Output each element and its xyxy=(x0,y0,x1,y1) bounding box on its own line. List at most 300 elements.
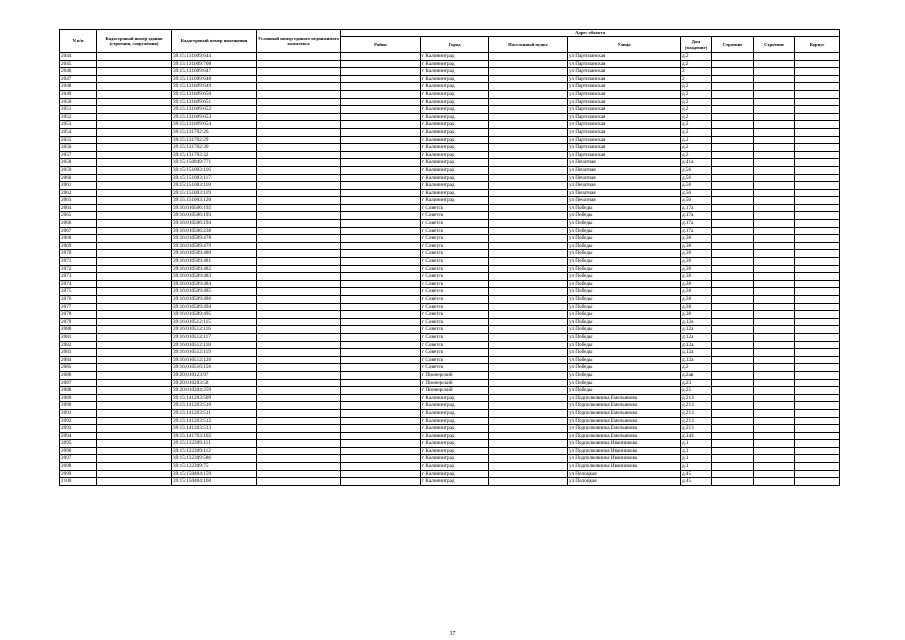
cell-house: д.17а xyxy=(681,220,712,228)
cell-block xyxy=(712,371,754,379)
cell-district xyxy=(341,303,421,311)
cell-street: ул Партизанская xyxy=(568,90,681,98)
cell-corpus xyxy=(795,273,840,281)
cell-complex-number xyxy=(257,326,341,334)
cell-house: д.2 xyxy=(681,128,712,136)
cell-structure xyxy=(754,364,795,372)
cell-settlement xyxy=(489,341,568,349)
cell-complex-number xyxy=(257,242,341,250)
table-row xyxy=(60,83,840,91)
cell-settlement xyxy=(489,250,568,258)
cell-street: ул Печатная xyxy=(568,182,681,190)
cell-structure xyxy=(754,98,795,106)
table-row xyxy=(60,197,840,205)
cell-complex-number xyxy=(257,463,341,471)
cell-street: ул Победы xyxy=(568,364,681,372)
cell-complex-number xyxy=(257,417,341,425)
cell-building-cadastral xyxy=(97,387,172,395)
cell-structure xyxy=(754,136,795,144)
registry-table xyxy=(59,29,840,486)
table-row xyxy=(60,432,840,440)
cell-structure xyxy=(754,242,795,250)
cell-room-cadastral: 39:15:131609:654 xyxy=(172,121,257,129)
cell-settlement xyxy=(489,288,568,296)
cell-block xyxy=(712,470,754,478)
cell-row-number: 2068 xyxy=(60,235,97,243)
cell-settlement xyxy=(489,212,568,220)
cell-structure xyxy=(754,75,795,83)
cell-structure xyxy=(754,166,795,174)
cell-structure xyxy=(754,106,795,114)
table-row xyxy=(60,53,840,61)
cell-settlement xyxy=(489,174,568,182)
table-row xyxy=(60,280,840,288)
cell-complex-number xyxy=(257,90,341,98)
cell-complex-number xyxy=(257,402,341,410)
cell-settlement xyxy=(489,60,568,68)
cell-row-number: 2071 xyxy=(60,258,97,266)
cell-room-cadastral: 39:15:150404:159 xyxy=(172,470,257,478)
cell-building-cadastral xyxy=(97,106,172,114)
cell-complex-number xyxy=(257,75,341,83)
cell-block xyxy=(712,204,754,212)
cell-corpus xyxy=(795,182,840,190)
cell-district xyxy=(341,189,421,197)
table-row xyxy=(60,318,840,326)
cell-complex-number xyxy=(257,197,341,205)
cell-row-number: 2067 xyxy=(60,227,97,235)
cell-house: д.38 xyxy=(681,273,712,281)
cell-district xyxy=(341,204,421,212)
cell-house: д.56 xyxy=(681,174,712,182)
cell-room-cadastral: 39:15:132309:75 xyxy=(172,463,257,471)
cell-corpus xyxy=(795,364,840,372)
cell-building-cadastral xyxy=(97,151,172,159)
table-row xyxy=(60,121,840,129)
cell-settlement xyxy=(489,402,568,410)
cell-corpus xyxy=(795,447,840,455)
cell-corpus xyxy=(795,113,840,121)
cell-house: д.12а xyxy=(681,341,712,349)
cell-city: г Советск xyxy=(421,303,489,311)
cell-street: ул Партизанская xyxy=(568,68,681,76)
cell-building-cadastral xyxy=(97,258,172,266)
cell-street: ул Победы xyxy=(568,356,681,364)
cell-complex-number xyxy=(257,364,341,372)
cell-house: д.2 xyxy=(681,121,712,129)
cell-house: д.38 xyxy=(681,296,712,304)
cell-row-number: 2060 xyxy=(60,174,97,182)
cell-block xyxy=(712,250,754,258)
cell-row-number: 2048 xyxy=(60,83,97,91)
table-row xyxy=(60,394,840,402)
cell-row-number: 2085 xyxy=(60,364,97,372)
cell-building-cadastral xyxy=(97,250,172,258)
cell-building-cadastral xyxy=(97,371,172,379)
cell-city: г Калининград xyxy=(421,113,489,121)
cell-block xyxy=(712,417,754,425)
cell-structure xyxy=(754,371,795,379)
cell-house: д.1 xyxy=(681,447,712,455)
table-row xyxy=(60,409,840,417)
cell-house: д.45 xyxy=(681,470,712,478)
cell-house: д.2 xyxy=(681,113,712,121)
cell-building-cadastral xyxy=(97,303,172,311)
cell-house: д.2 xyxy=(681,144,712,152)
cell-city: г Калининград xyxy=(421,68,489,76)
table-row xyxy=(60,296,840,304)
cell-corpus xyxy=(795,478,840,486)
cell-settlement xyxy=(489,235,568,243)
cell-room-cadastral: 39:16:010506:192 xyxy=(172,204,257,212)
cell-building-cadastral xyxy=(97,333,172,341)
table-row xyxy=(60,311,840,319)
cell-row-number: 2047 xyxy=(60,75,97,83)
cell-corpus xyxy=(795,197,840,205)
cell-structure xyxy=(754,128,795,136)
cell-structure xyxy=(754,425,795,433)
cell-row-number: 2044 xyxy=(60,53,97,61)
cell-building-cadastral xyxy=(97,98,172,106)
cell-district xyxy=(341,197,421,205)
cell-city: г Калининград xyxy=(421,197,489,205)
cell-corpus xyxy=(795,235,840,243)
cell-building-cadastral xyxy=(97,447,172,455)
cell-house: д.56 xyxy=(681,182,712,190)
cell-corpus xyxy=(795,106,840,114)
cell-row-number: 2074 xyxy=(60,280,97,288)
cell-building-cadastral xyxy=(97,227,172,235)
cell-district xyxy=(341,250,421,258)
cell-structure xyxy=(754,273,795,281)
table-row xyxy=(60,212,840,220)
cell-house: д.144 xyxy=(681,432,712,440)
cell-house: д.23 xyxy=(681,379,712,387)
cell-house: д.213 xyxy=(681,409,712,417)
cell-city: г Калининград xyxy=(421,189,489,197)
cell-building-cadastral xyxy=(97,318,172,326)
cell-block xyxy=(712,220,754,228)
col-street-header: Улица xyxy=(568,37,681,53)
cell-building-cadastral xyxy=(97,296,172,304)
cell-building-cadastral xyxy=(97,83,172,91)
cell-row-number: 2056 xyxy=(60,144,97,152)
cell-city: г Калининград xyxy=(421,447,489,455)
cell-row-number: 2082 xyxy=(60,341,97,349)
cell-house: д.2 xyxy=(681,98,712,106)
cell-block xyxy=(712,394,754,402)
cell-city: г Советск xyxy=(421,288,489,296)
cell-house: д.2ав xyxy=(681,371,712,379)
cell-structure xyxy=(754,470,795,478)
cell-settlement xyxy=(489,478,568,486)
cell-street: ул Подполковника Иванникова xyxy=(568,455,681,463)
cell-street: ул Партизанская xyxy=(568,53,681,61)
cell-building-cadastral xyxy=(97,470,172,478)
cell-street: ул Подполковника Емельянова xyxy=(568,432,681,440)
cell-district xyxy=(341,220,421,228)
cell-room-cadastral: 39:15:141203:509 xyxy=(172,394,257,402)
table-row xyxy=(60,463,840,471)
cell-structure xyxy=(754,455,795,463)
cell-building-cadastral xyxy=(97,136,172,144)
cell-settlement xyxy=(489,280,568,288)
cell-building-cadastral xyxy=(97,166,172,174)
cell-building-cadastral xyxy=(97,204,172,212)
cell-settlement xyxy=(489,166,568,174)
cell-block xyxy=(712,379,754,387)
cell-room-cadastral: 39:15:131702:30 xyxy=(172,144,257,152)
cell-house: д.1 xyxy=(681,455,712,463)
cell-row-number: 2091 xyxy=(60,409,97,417)
cell-row-number: 2045 xyxy=(60,60,97,68)
cell-city: г Калининград xyxy=(421,90,489,98)
cell-street: ул Победы xyxy=(568,349,681,357)
cell-block xyxy=(712,151,754,159)
cell-house: д.1 xyxy=(681,440,712,448)
cell-street: ул Победы xyxy=(568,250,681,258)
cell-district xyxy=(341,364,421,372)
cell-corpus xyxy=(795,280,840,288)
cell-house: д.38 xyxy=(681,258,712,266)
cell-house: д.12а xyxy=(681,349,712,357)
cell-block xyxy=(712,463,754,471)
cell-block xyxy=(712,242,754,250)
cell-room-cadastral: 39:16:010509:485 xyxy=(172,288,257,296)
cell-settlement xyxy=(489,470,568,478)
cell-district xyxy=(341,455,421,463)
cell-structure xyxy=(754,227,795,235)
cell-city: г Калининград xyxy=(421,417,489,425)
cell-house: д.38 xyxy=(681,280,712,288)
cell-structure xyxy=(754,318,795,326)
cell-street: ул Победы xyxy=(568,387,681,395)
cell-house: д.56 xyxy=(681,166,712,174)
cell-district xyxy=(341,387,421,395)
cell-complex-number xyxy=(257,371,341,379)
col-settlement-header: Населенный пункт xyxy=(489,37,568,53)
cell-corpus xyxy=(795,121,840,129)
cell-block xyxy=(712,432,754,440)
cell-room-cadastral: 39:15:131609:648 xyxy=(172,75,257,83)
cell-settlement xyxy=(489,182,568,190)
cell-room-cadastral: 39:16:010509:483 xyxy=(172,273,257,281)
cell-city: г Калининград xyxy=(421,182,489,190)
table-row xyxy=(60,159,840,167)
table-row xyxy=(60,182,840,190)
cell-block xyxy=(712,174,754,182)
cell-house: д.25 xyxy=(681,387,712,395)
cell-row-number: 2069 xyxy=(60,242,97,250)
cell-building-cadastral xyxy=(97,159,172,167)
cell-building-cadastral xyxy=(97,235,172,243)
cell-structure xyxy=(754,280,795,288)
cell-corpus xyxy=(795,53,840,61)
cell-corpus xyxy=(795,98,840,106)
cell-street: ул Подполковника Емельянова xyxy=(568,402,681,410)
cell-street: ул Партизанская xyxy=(568,75,681,83)
cell-district xyxy=(341,409,421,417)
cell-row-number: 2076 xyxy=(60,296,97,304)
cell-room-cadastral: 39:20:010204:259 xyxy=(172,387,257,395)
cell-corpus xyxy=(795,83,840,91)
col-house-header: Дом (владение) xyxy=(681,37,712,53)
table-row xyxy=(60,204,840,212)
table-row xyxy=(60,242,840,250)
cell-settlement xyxy=(489,455,568,463)
cell-building-cadastral xyxy=(97,326,172,334)
cell-complex-number xyxy=(257,189,341,197)
cell-complex-number xyxy=(257,83,341,91)
cell-row-number: 2096 xyxy=(60,447,97,455)
cell-block xyxy=(712,387,754,395)
cell-complex-number xyxy=(257,409,341,417)
cell-block xyxy=(712,258,754,266)
cell-street: ул Партизанская xyxy=(568,106,681,114)
cell-street: ул Подполковника Емельянова xyxy=(568,417,681,425)
cell-city: г Калининград xyxy=(421,166,489,174)
cell-district xyxy=(341,83,421,91)
cell-corpus xyxy=(795,470,840,478)
cell-room-cadastral: 39:15:132309:586 xyxy=(172,455,257,463)
cell-room-cadastral: 39:15:132309:111 xyxy=(172,440,257,448)
cell-complex-number xyxy=(257,68,341,76)
cell-structure xyxy=(754,478,795,486)
cell-street: ул Победы xyxy=(568,280,681,288)
cell-complex-number xyxy=(257,98,341,106)
cell-settlement xyxy=(489,463,568,471)
cell-settlement xyxy=(489,98,568,106)
cell-city: г Калининград xyxy=(421,159,489,167)
cell-room-cadastral: 39:15:151003:119 xyxy=(172,189,257,197)
cell-room-cadastral: 39:15:131609:650 xyxy=(172,90,257,98)
cell-room-cadastral: 39:15:131609:644 xyxy=(172,53,257,61)
cell-city: г Калининград xyxy=(421,98,489,106)
cell-city: г Советск xyxy=(421,318,489,326)
cell-structure xyxy=(754,250,795,258)
cell-building-cadastral xyxy=(97,402,172,410)
cell-building-cadastral xyxy=(97,394,172,402)
cell-street: ул Подполковника Емельянова xyxy=(568,409,681,417)
cell-corpus xyxy=(795,425,840,433)
cell-block xyxy=(712,364,754,372)
cell-district xyxy=(341,174,421,182)
cell-building-cadastral xyxy=(97,90,172,98)
cell-room-cadastral: 39:15:131702:26 xyxy=(172,128,257,136)
table-row xyxy=(60,273,840,281)
cell-building-cadastral xyxy=(97,455,172,463)
table-row xyxy=(60,220,840,228)
cell-building-cadastral xyxy=(97,144,172,152)
cell-block xyxy=(712,159,754,167)
cell-block xyxy=(712,144,754,152)
cell-city: г Советск xyxy=(421,212,489,220)
cell-city: г Советск xyxy=(421,326,489,334)
cell-settlement xyxy=(489,151,568,159)
cell-settlement xyxy=(489,106,568,114)
cell-complex-number xyxy=(257,273,341,281)
cell-structure xyxy=(754,341,795,349)
table-row xyxy=(60,258,840,266)
cell-row-number: 2064 xyxy=(60,204,97,212)
cell-house: д.17а xyxy=(681,204,712,212)
cell-row-number: 2066 xyxy=(60,220,97,228)
table-row xyxy=(60,470,840,478)
cell-city: г Калининград xyxy=(421,409,489,417)
cell-corpus xyxy=(795,394,840,402)
cell-structure xyxy=(754,379,795,387)
cell-house: д.213 xyxy=(681,402,712,410)
cell-row-number: 2059 xyxy=(60,166,97,174)
table-row xyxy=(60,455,840,463)
cell-block xyxy=(712,333,754,341)
cell-street: ул Победы xyxy=(568,326,681,334)
cell-corpus xyxy=(795,409,840,417)
cell-district xyxy=(341,470,421,478)
cell-house: д.2 xyxy=(681,151,712,159)
cell-house: д.56 xyxy=(681,189,712,197)
cell-row-number: 2061 xyxy=(60,182,97,190)
cell-district xyxy=(341,463,421,471)
cell-complex-number xyxy=(257,53,341,61)
cell-structure xyxy=(754,409,795,417)
cell-corpus xyxy=(795,60,840,68)
cell-complex-number xyxy=(257,151,341,159)
cell-corpus xyxy=(795,242,840,250)
cell-room-cadastral: 39:20:010123:97 xyxy=(172,371,257,379)
cell-city: г Калининград xyxy=(421,75,489,83)
cell-building-cadastral xyxy=(97,174,172,182)
cell-settlement xyxy=(489,409,568,417)
cell-structure xyxy=(754,356,795,364)
cell-room-cadastral: 39:16:010509:481 xyxy=(172,258,257,266)
table-row xyxy=(60,90,840,98)
cell-house: д.213 xyxy=(681,417,712,425)
cell-district xyxy=(341,98,421,106)
cell-row-number: 2089 xyxy=(60,394,97,402)
cell-street: ул Партизанская xyxy=(568,113,681,121)
table-row xyxy=(60,227,840,235)
cell-block xyxy=(712,60,754,68)
cell-room-cadastral: 39:16:010512:117 xyxy=(172,333,257,341)
cell-house: д.41а xyxy=(681,159,712,167)
cell-structure xyxy=(754,174,795,182)
cell-corpus xyxy=(795,227,840,235)
cell-street: ул Победы xyxy=(568,318,681,326)
cell-corpus xyxy=(795,333,840,341)
cell-street: ул Победы xyxy=(568,341,681,349)
cell-district xyxy=(341,75,421,83)
cell-room-cadastral: 39:15:131609:651 xyxy=(172,98,257,106)
cell-complex-number xyxy=(257,349,341,357)
cell-district xyxy=(341,356,421,364)
table-row xyxy=(60,235,840,243)
cell-settlement xyxy=(489,273,568,281)
cell-house: д.56 xyxy=(681,197,712,205)
cell-street: ул Подполковника Иванникова xyxy=(568,440,681,448)
cell-block xyxy=(712,68,754,76)
cell-structure xyxy=(754,144,795,152)
cell-complex-number xyxy=(257,288,341,296)
cell-city: г Советск xyxy=(421,250,489,258)
cell-street: ул Победы xyxy=(568,288,681,296)
cell-settlement xyxy=(489,75,568,83)
cell-street: ул Победы xyxy=(568,303,681,311)
cell-block xyxy=(712,182,754,190)
table-row xyxy=(60,379,840,387)
cell-building-cadastral xyxy=(97,220,172,228)
col-structure-header: Строение xyxy=(754,37,795,53)
